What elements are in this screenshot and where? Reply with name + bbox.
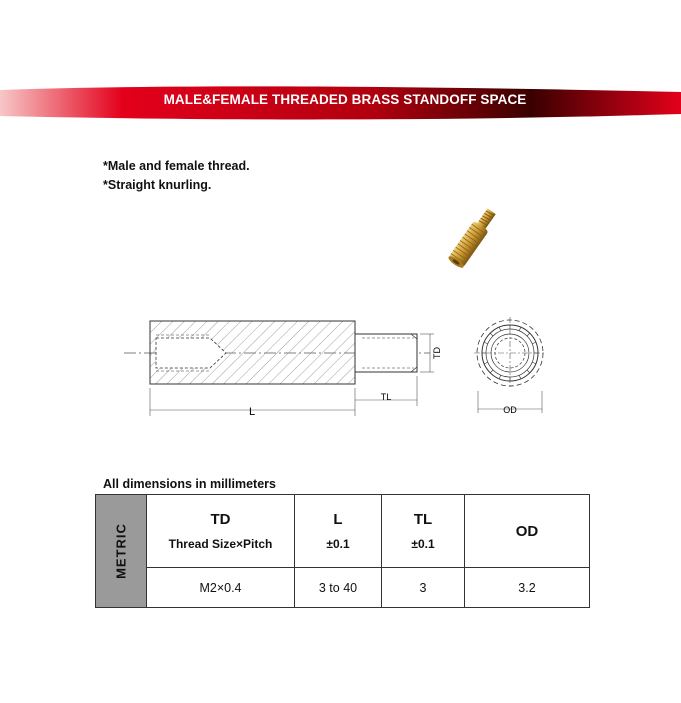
table-row xyxy=(96,568,590,608)
column-header-sub: ±0.1 xyxy=(411,537,435,551)
table-cell: 3.2 xyxy=(465,568,590,608)
column-header-tl xyxy=(382,495,465,568)
dimensions-note: All dimensions in millimeters xyxy=(103,477,276,491)
column-header-sub: ±0.1 xyxy=(326,537,350,551)
td-dimension-label: TD xyxy=(432,347,442,359)
column-header-td xyxy=(147,495,295,568)
feature-item: *Male and female thread. xyxy=(103,159,250,173)
standoff-product-image xyxy=(430,200,520,270)
column-header-l xyxy=(295,495,382,568)
spec-table xyxy=(95,494,590,608)
technical-drawing xyxy=(118,308,558,428)
column-header-main: TD xyxy=(210,511,231,528)
column-header-main: TL xyxy=(413,511,433,528)
l-dimension-label: L xyxy=(248,406,256,418)
table-cell: 3 to 40 xyxy=(295,568,382,608)
column-header-sub: Thread Size×Pitch xyxy=(168,537,273,551)
tl-dimension-label: TL xyxy=(380,392,392,402)
banner-title: MALE&FEMALE THREADED BRASS STANDOFF SPACE xyxy=(163,92,527,107)
table-cell: M2×0.4 xyxy=(147,568,295,608)
metric-side-cell xyxy=(96,495,147,608)
metric-label: METRIC xyxy=(113,523,129,579)
table-cell: 3 xyxy=(382,568,465,608)
od-dimension-label: OD xyxy=(503,405,517,415)
column-header-main: L xyxy=(333,511,343,528)
column-header-main: OD xyxy=(515,522,539,540)
feature-list xyxy=(103,157,250,195)
column-header-od xyxy=(465,495,590,568)
feature-item: *Straight knurling. xyxy=(103,178,212,192)
table-header-row xyxy=(96,495,590,568)
